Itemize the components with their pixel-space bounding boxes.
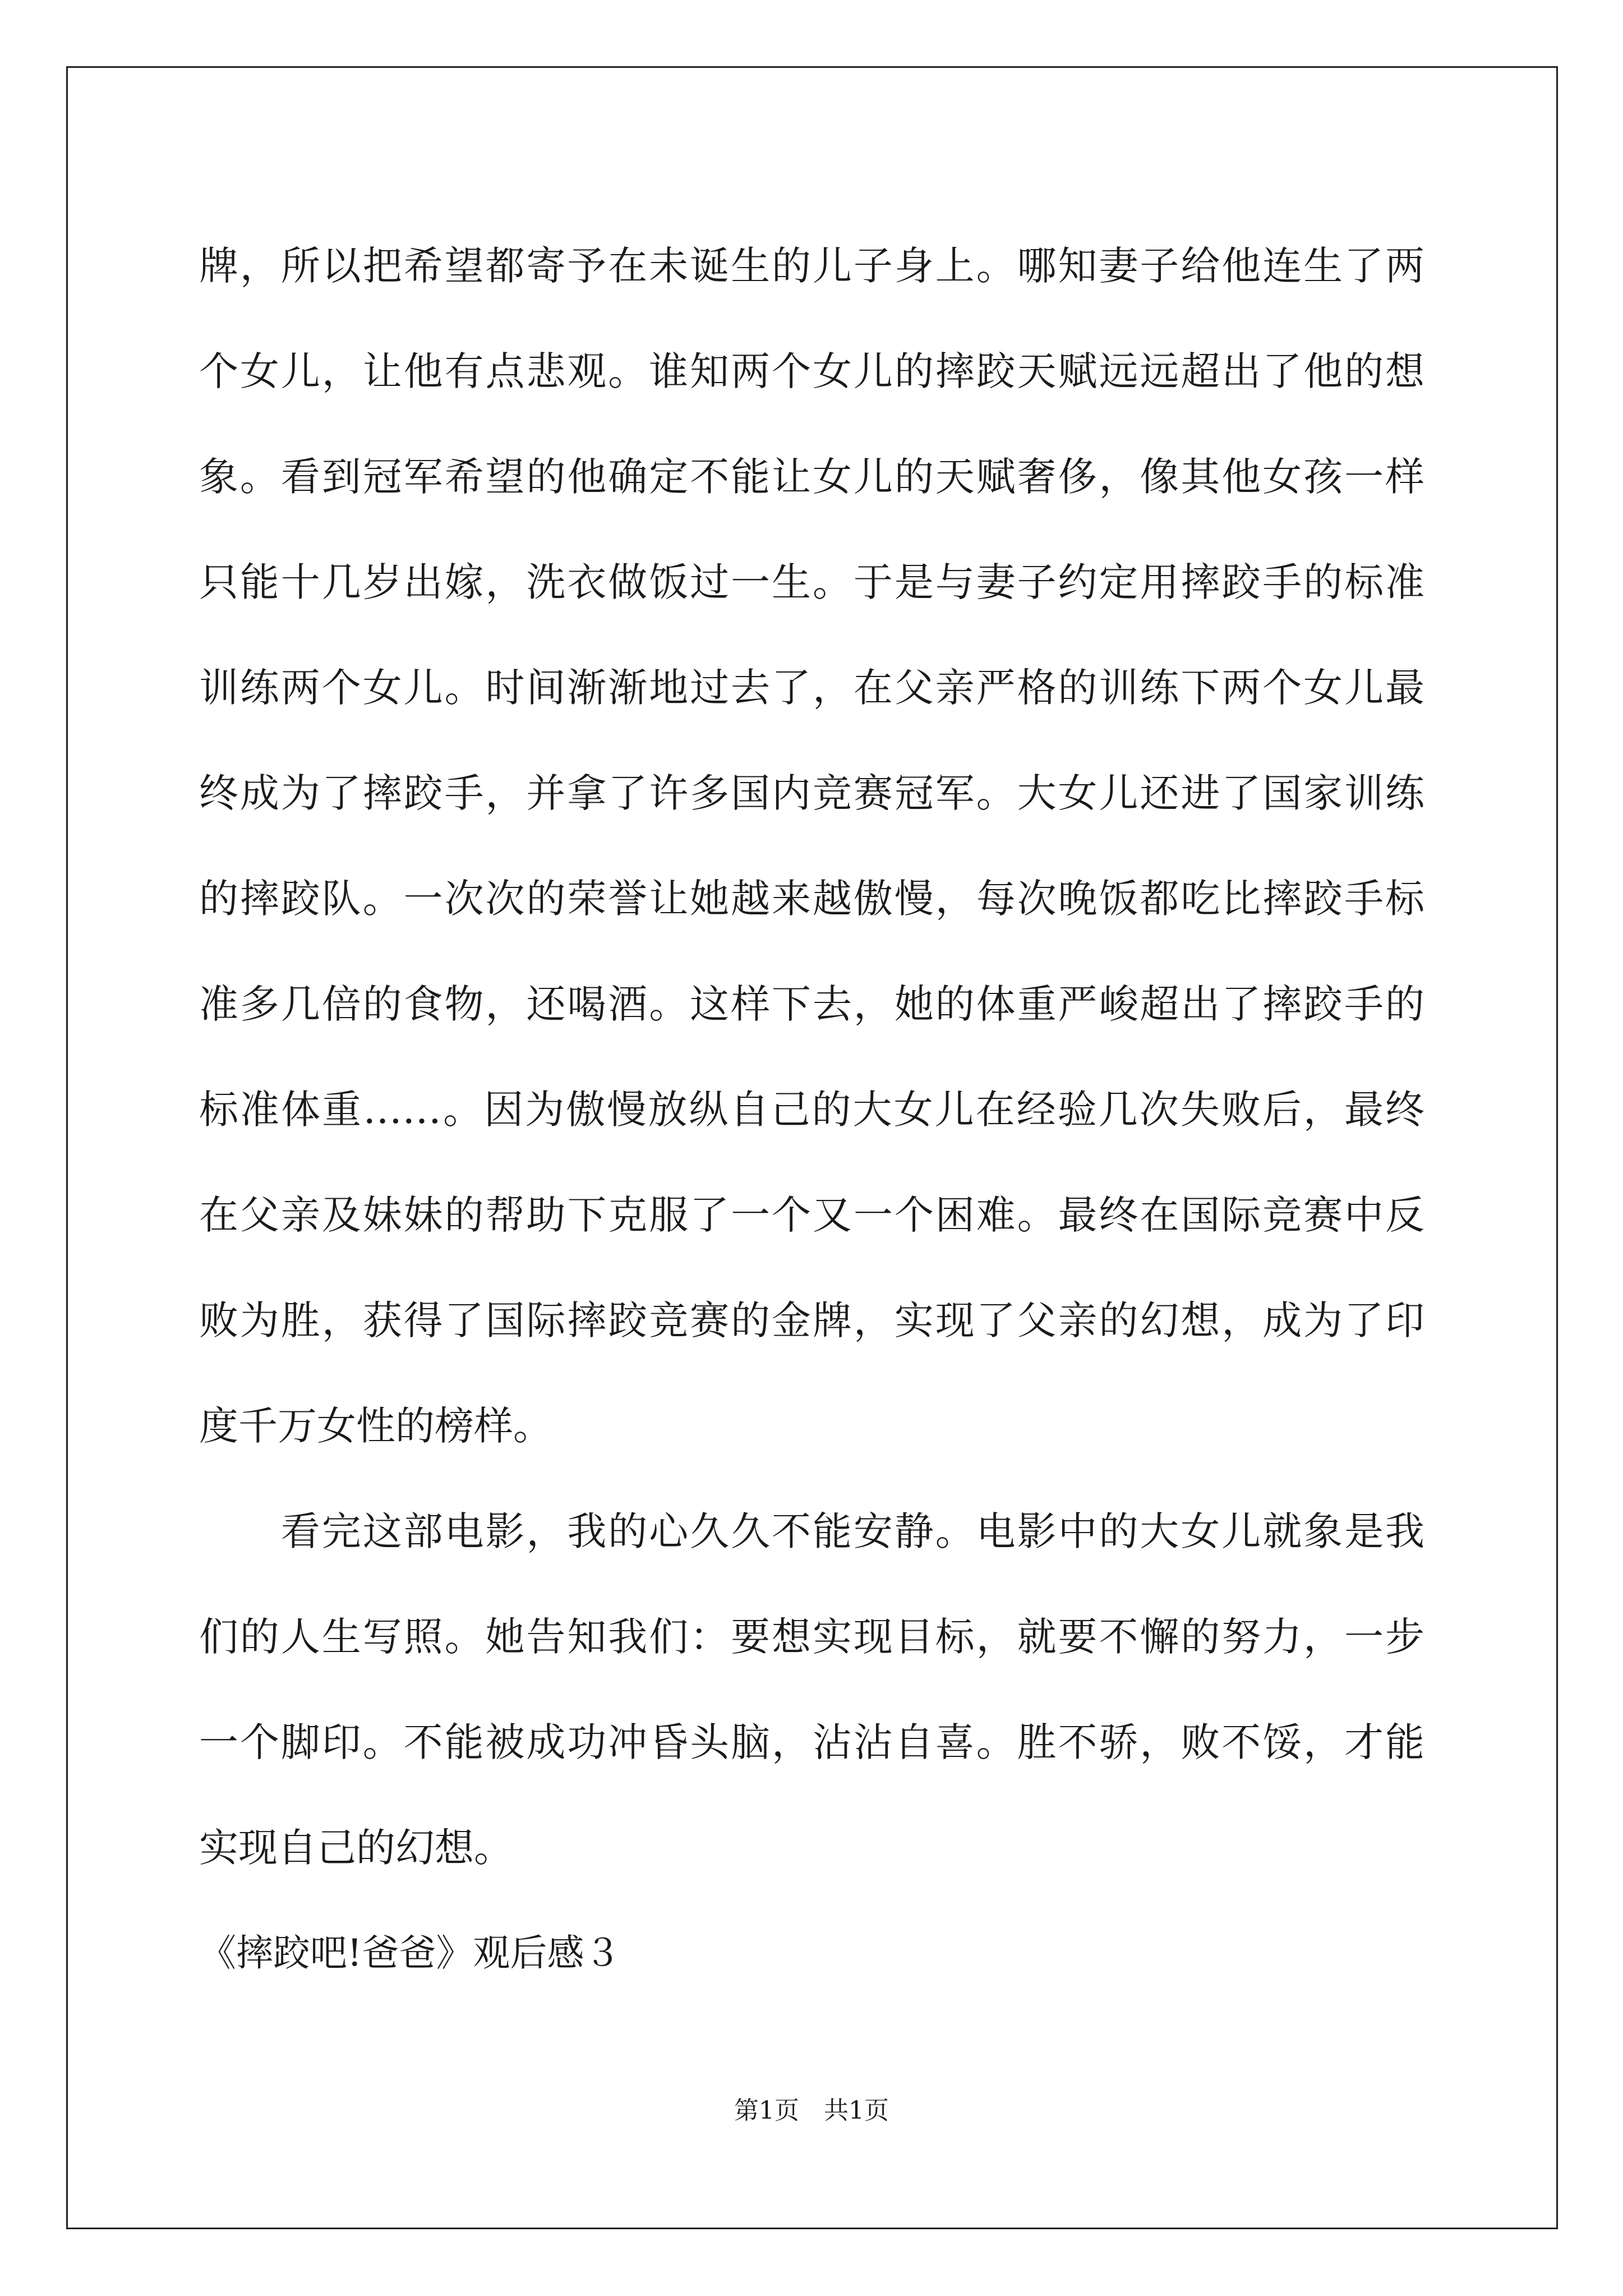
text-line: 只能十几岁出嫁，洗衣做饭过一生。于是与妻子约定用摔跤手的标准 — [199, 559, 1424, 605]
page-number: 第1页 共1页 — [734, 2096, 889, 2125]
text-line: 象。看到冠军希望的他确定不能让女儿的天赋奢侈，像其他女孩一样 — [199, 454, 1424, 500]
text-line: 败为胜，获得了国际摔跤竞赛的金牌，实现了父亲的幻想，成为了印 — [199, 1297, 1424, 1343]
text-line: 准多几倍的食物，还喝酒。这样下去，她的体重严峻超出了摔跤手的 — [199, 981, 1424, 1027]
section-heading: 《摔跤吧!爸爸》观后感３ — [199, 1931, 621, 1975]
text-line: 标准体重……。因为傲慢放纵自己的大女儿在经验几次失败后，最终 — [199, 1087, 1424, 1133]
text-line: 度千万女性的榜样。 — [199, 1403, 552, 1449]
text-line: 实现自己的幻想。 — [199, 1825, 513, 1871]
paragraph-2 — [199, 1479, 1424, 1901]
text-line: 在父亲及妹妹的帮助下克服了一个又一个困难。最终在国际竞赛中反 — [199, 1192, 1424, 1238]
document-body — [199, 213, 1424, 2006]
text-line: 一个脚印。不能被成功冲昏头脑，沾沾自喜。胜不骄，败不馁，才能 — [199, 1719, 1424, 1765]
text-line: 看完这部电影，我的心久久不能安静。电影中的大女儿就象是我 — [199, 1508, 1424, 1554]
text-line: 训练两个女儿。时间渐渐地过去了，在父亲严格的训练下两个女儿最 — [199, 665, 1424, 711]
text-line: 个女儿，让他有点悲观。谁知两个女儿的摔跤天赋远远超出了他的想 — [199, 348, 1424, 394]
paragraph-1 — [199, 213, 1424, 1479]
text-line: 终成为了摔跤手，并拿了许多国内竞赛冠军。大女儿还进了国家训练 — [199, 770, 1424, 816]
page-footer — [0, 2090, 1623, 2126]
text-line: 的摔跤队。一次次的荣誉让她越来越傲慢，每次晚饭都吃比摔跤手标 — [199, 876, 1424, 922]
text-line: 牌，所以把希望都寄予在未诞生的儿子身上。哪知妻子给他连生了两 — [199, 243, 1424, 289]
text-line: 们的人生写照。她告知我们：要想实现目标，就要不懈的努力，一步 — [199, 1614, 1424, 1660]
